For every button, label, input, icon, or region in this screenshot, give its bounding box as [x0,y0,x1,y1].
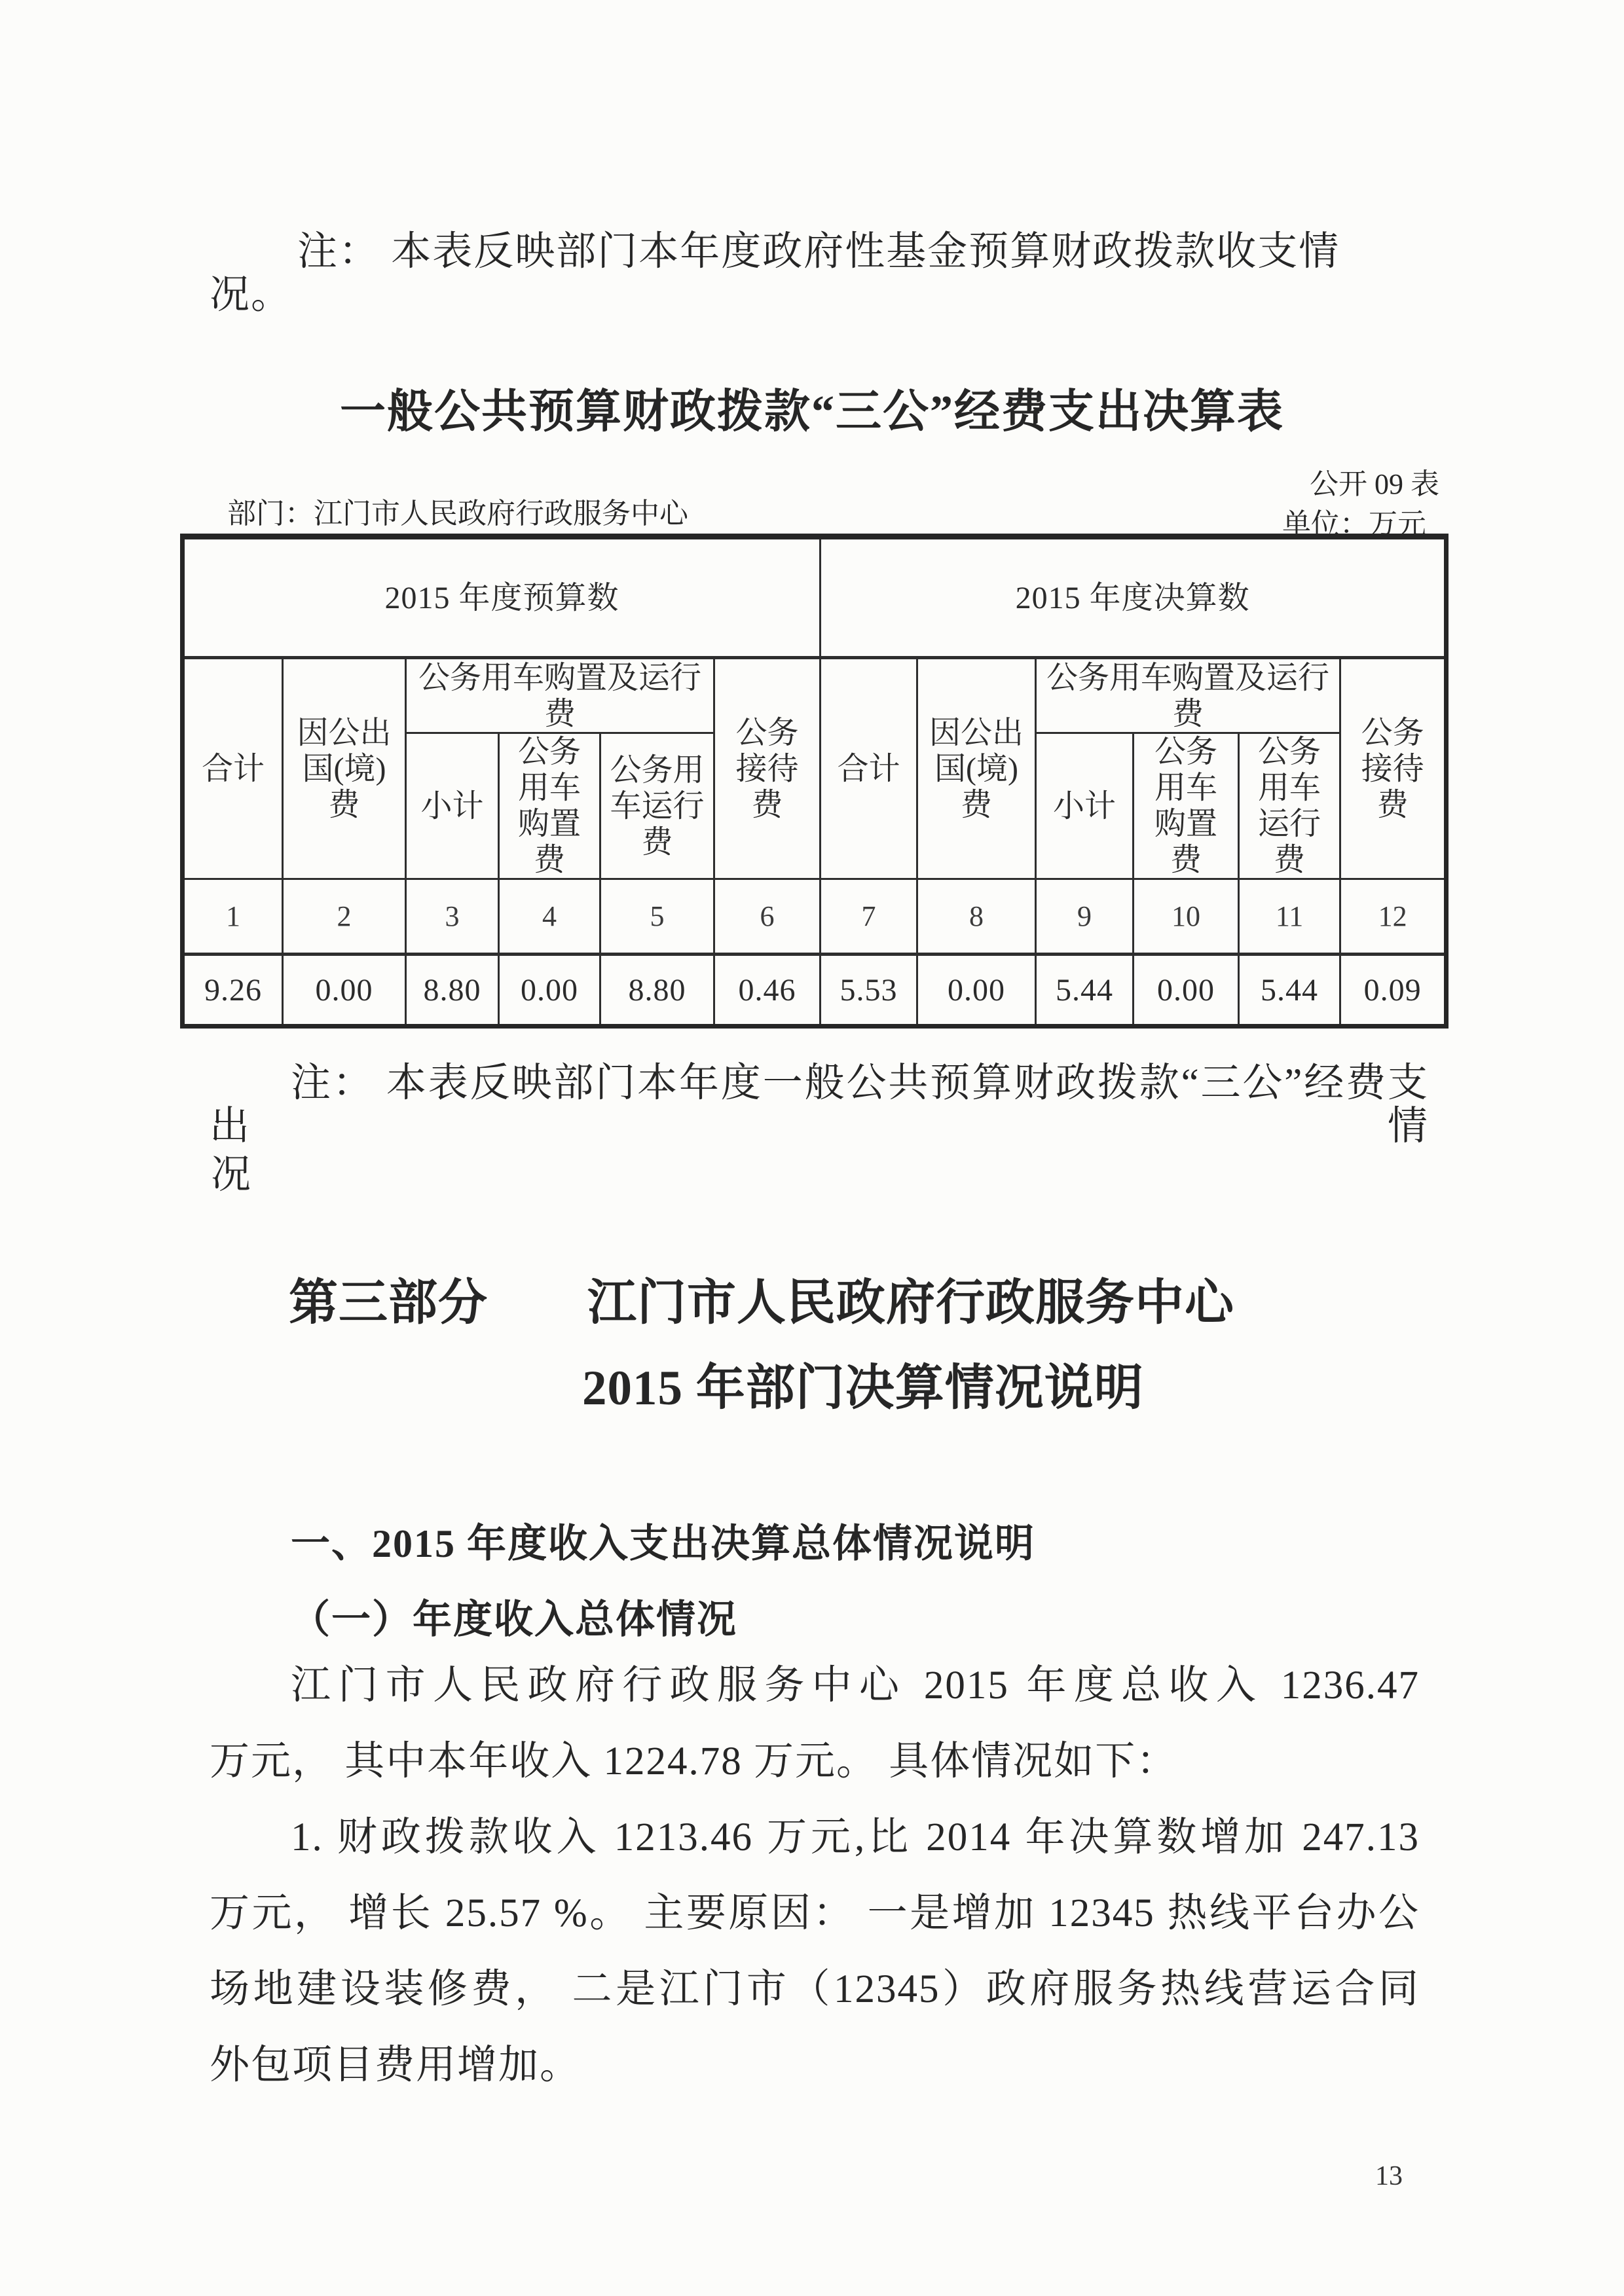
header-final-vehicle-group: 公务用车购置及运行费 [1036,658,1340,733]
header-final-reception: 公务接待费 [1340,658,1447,879]
value-cell: 8.80 [600,955,714,1027]
note-gov-fund: 注： 本表反映部门本年度政府性基金预算财政拨款收支情况。 [210,230,1340,317]
table-group-header-row [183,537,1447,658]
paragraph-line: 外包项目费用增加。 [210,2043,581,2087]
sangong-table [180,534,1449,1029]
value-cell: 5.44 [1239,955,1340,1027]
value-cell: 0.46 [714,955,821,1027]
column-number-cell: 9 [1036,879,1134,955]
column-number-cell: 3 [406,879,499,955]
paragraph-line: 万元， 增长 25.57 %。 主要原因： 一是增加 12345 热线平台办公 [210,1891,1420,1935]
part3-heading-line1: 第三部分 江门市人民政府行政服务中心 [289,1276,1235,1330]
section1-heading: 一、2015 年度收入支出决算总体情况说明 [291,1522,1035,1565]
value-cell: 0.00 [917,955,1036,1027]
value-cell: 5.53 [821,955,917,1027]
table-header-row-upper [183,658,1447,733]
column-number-cell: 1 [183,879,283,955]
value-cell: 8.80 [406,955,499,1027]
value-cell: 0.09 [1340,955,1447,1027]
page-number: 13 [1375,2161,1403,2191]
header-budget-operation: 公务用车运行费 [600,733,714,879]
header-final-subtotal: 小计 [1036,733,1134,879]
header-final-total: 合计 [821,658,917,879]
group-header-budget: 2015 年度预算数 [183,537,821,658]
column-number-cell: 2 [283,879,406,955]
value-cell: 0.00 [1134,955,1239,1027]
header-budget-abroad: 因公出国(境)费 [283,658,406,879]
header-budget-purchase: 公务用车购置费 [499,733,600,879]
value-cell: 0.00 [283,955,406,1027]
unit-label: 单位：万元 [1282,508,1426,540]
header-budget-reception: 公务接待费 [714,658,821,879]
column-number-cell: 6 [714,879,821,955]
column-number-cell: 4 [499,879,600,955]
column-number-cell: 12 [1340,879,1447,955]
value-cell: 0.00 [499,955,600,1027]
header-final-purchase: 公务用车购置费 [1134,733,1239,879]
header-budget-vehicle-group: 公务用车购置及运行费 [406,658,714,733]
table-code-label: 公开 09 表 [1310,468,1439,500]
header-final-operation: 公务用车运行费 [1239,733,1340,879]
table-note-line1: 注： 本表反映部门本年度一般公共预算财政拨款“三公”经费支出情 [210,1061,1429,1148]
column-number-cell: 8 [917,879,1036,955]
paragraph-line: 江门市人民政府行政服务中心 2015 年度总收入 1236.47 [291,1664,1420,1707]
column-number-cell: 10 [1134,879,1239,955]
subsection1-heading: （一）年度收入总体情况 [291,1598,737,1641]
table-note-line2: 况 [211,1153,253,1197]
value-row [183,955,1447,1027]
column-number-row [183,879,1447,955]
paragraph-line: 万元， 其中本年收入 1224.78 万元。 具体情况如下： [210,1740,1178,1783]
header-budget-subtotal: 小计 [406,733,499,879]
sangong-table-title: 一般公共预算财政拨款“三公”经费支出决算表 [340,387,1284,437]
header-budget-total: 合计 [183,658,283,879]
column-number-cell: 7 [821,879,917,955]
paragraph-line: 1. 财政拨款收入 1213.46 万元,比 2014 年决算数增加 247.13 [291,1815,1420,1859]
part3-heading-line2: 2015 年部门决算情况说明 [582,1361,1144,1415]
value-cell: 5.44 [1036,955,1134,1027]
column-number-cell: 5 [600,879,714,955]
header-final-abroad: 因公出国(境)费 [917,658,1036,879]
group-header-final: 2015 年度决算数 [821,537,1447,658]
paragraph-line: 场地建设装修费， 二是江门市（12345）政府服务热线营运合同 [210,1967,1420,2011]
department-label: 部门：江门市人民政府行政服务中心 [227,498,688,530]
column-number-cell: 11 [1239,879,1340,955]
value-cell: 9.26 [183,955,283,1027]
